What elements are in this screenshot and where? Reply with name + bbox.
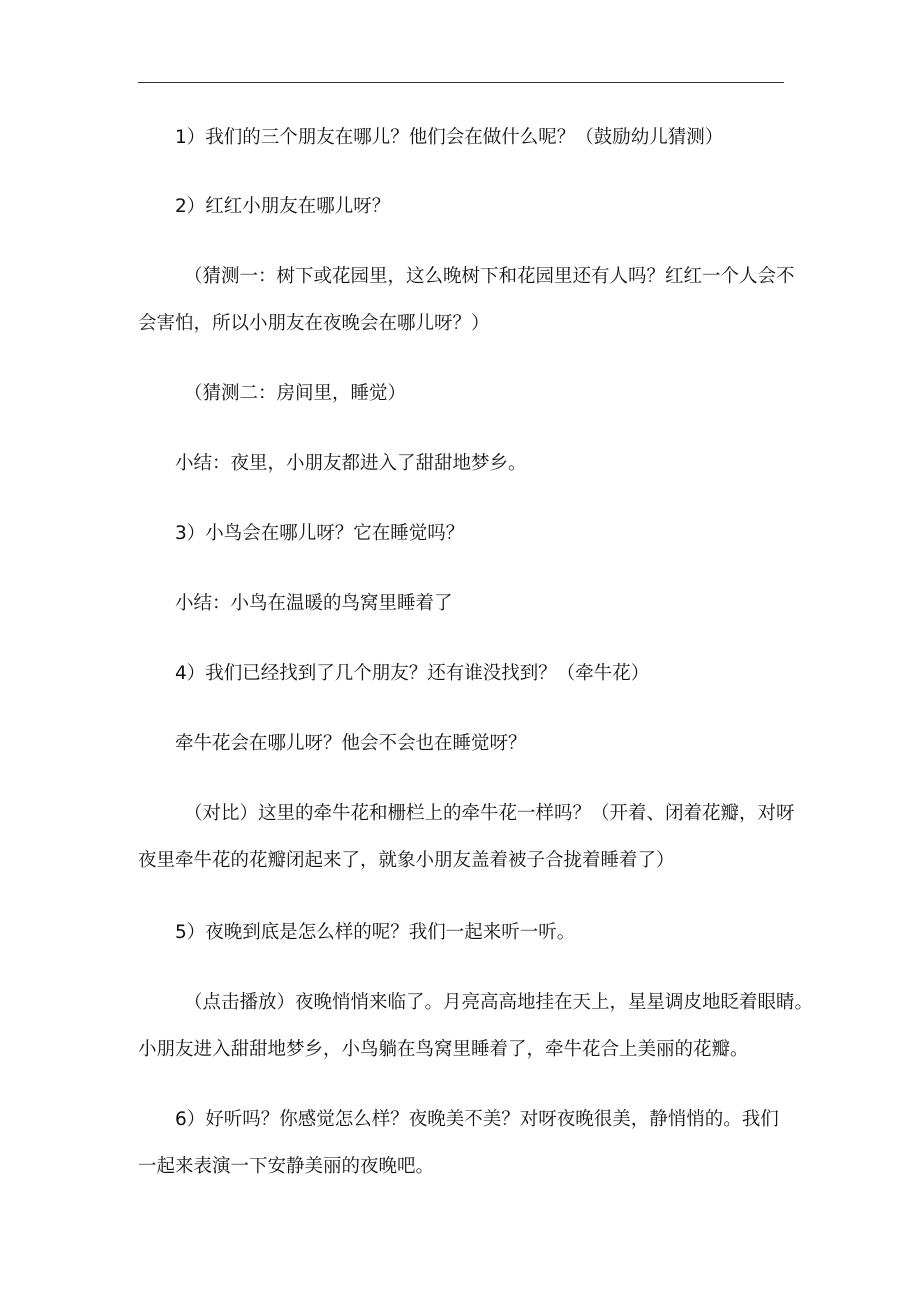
question-4-followup: 牵牛花会在哪儿呀？他会不会也在睡觉呀？: [175, 733, 527, 754]
question-3: 3）小鸟会在哪儿呀？它在睡觉吗？: [175, 523, 465, 544]
guess-1-line-2: 会害怕，所以小朋友在夜晚会在哪儿呀？）: [138, 313, 490, 334]
guess-1-line-1: （猜测一：树下或花园里，这么晚树下和花园里还有人吗？红红一个人会不: [184, 266, 795, 287]
compare-line-1: （对比）这里的牵牛花和栅栏上的牵牛花一样吗？（开着、闭着花瓣，对呀: [184, 803, 795, 824]
header-rule: [138, 82, 784, 83]
playback-line-2: 小朋友进入甜甜地梦乡，小鸟躺在鸟窝里睡着了，牵牛花合上美丽的花瓣。: [138, 1039, 749, 1060]
compare-line-2: 夜里牵牛花的花瓣闭起来了，就象小朋友盖着被子合拢着睡着了）: [138, 850, 675, 871]
summary-1: 小结：夜里，小朋友都进入了甜甜地梦乡。: [175, 453, 527, 474]
question-6-line-1: 6）好听吗？你感觉怎么样？夜晚美不美？对呀夜晚很美，静悄悄的。我们: [175, 1109, 779, 1130]
question-5: 5）夜晚到底是怎么样的呢？我们一起来听一听。: [175, 922, 576, 943]
playback-line-1: （点击播放）夜晚悄悄来临了。月亮高高地挂在天上，星星调皮地眨着眼睛。: [184, 992, 814, 1013]
question-4: 4）我们已经找到了几个朋友？还有谁没找到？（牵牛花）: [175, 663, 650, 684]
guess-2: （猜测二：房间里，睡觉）: [184, 383, 407, 404]
question-6-line-2: 一起来表演一下安静美丽的夜晚吧。: [138, 1156, 435, 1177]
summary-2: 小结：小鸟在温暖的鸟窝里睡着了: [175, 593, 453, 614]
question-2: 2）红红小朋友在哪儿呀？: [175, 196, 391, 217]
question-1: 1）我们的三个朋友在哪儿？他们会在做什么呢？（鼓励幼儿猜测）: [175, 127, 724, 148]
